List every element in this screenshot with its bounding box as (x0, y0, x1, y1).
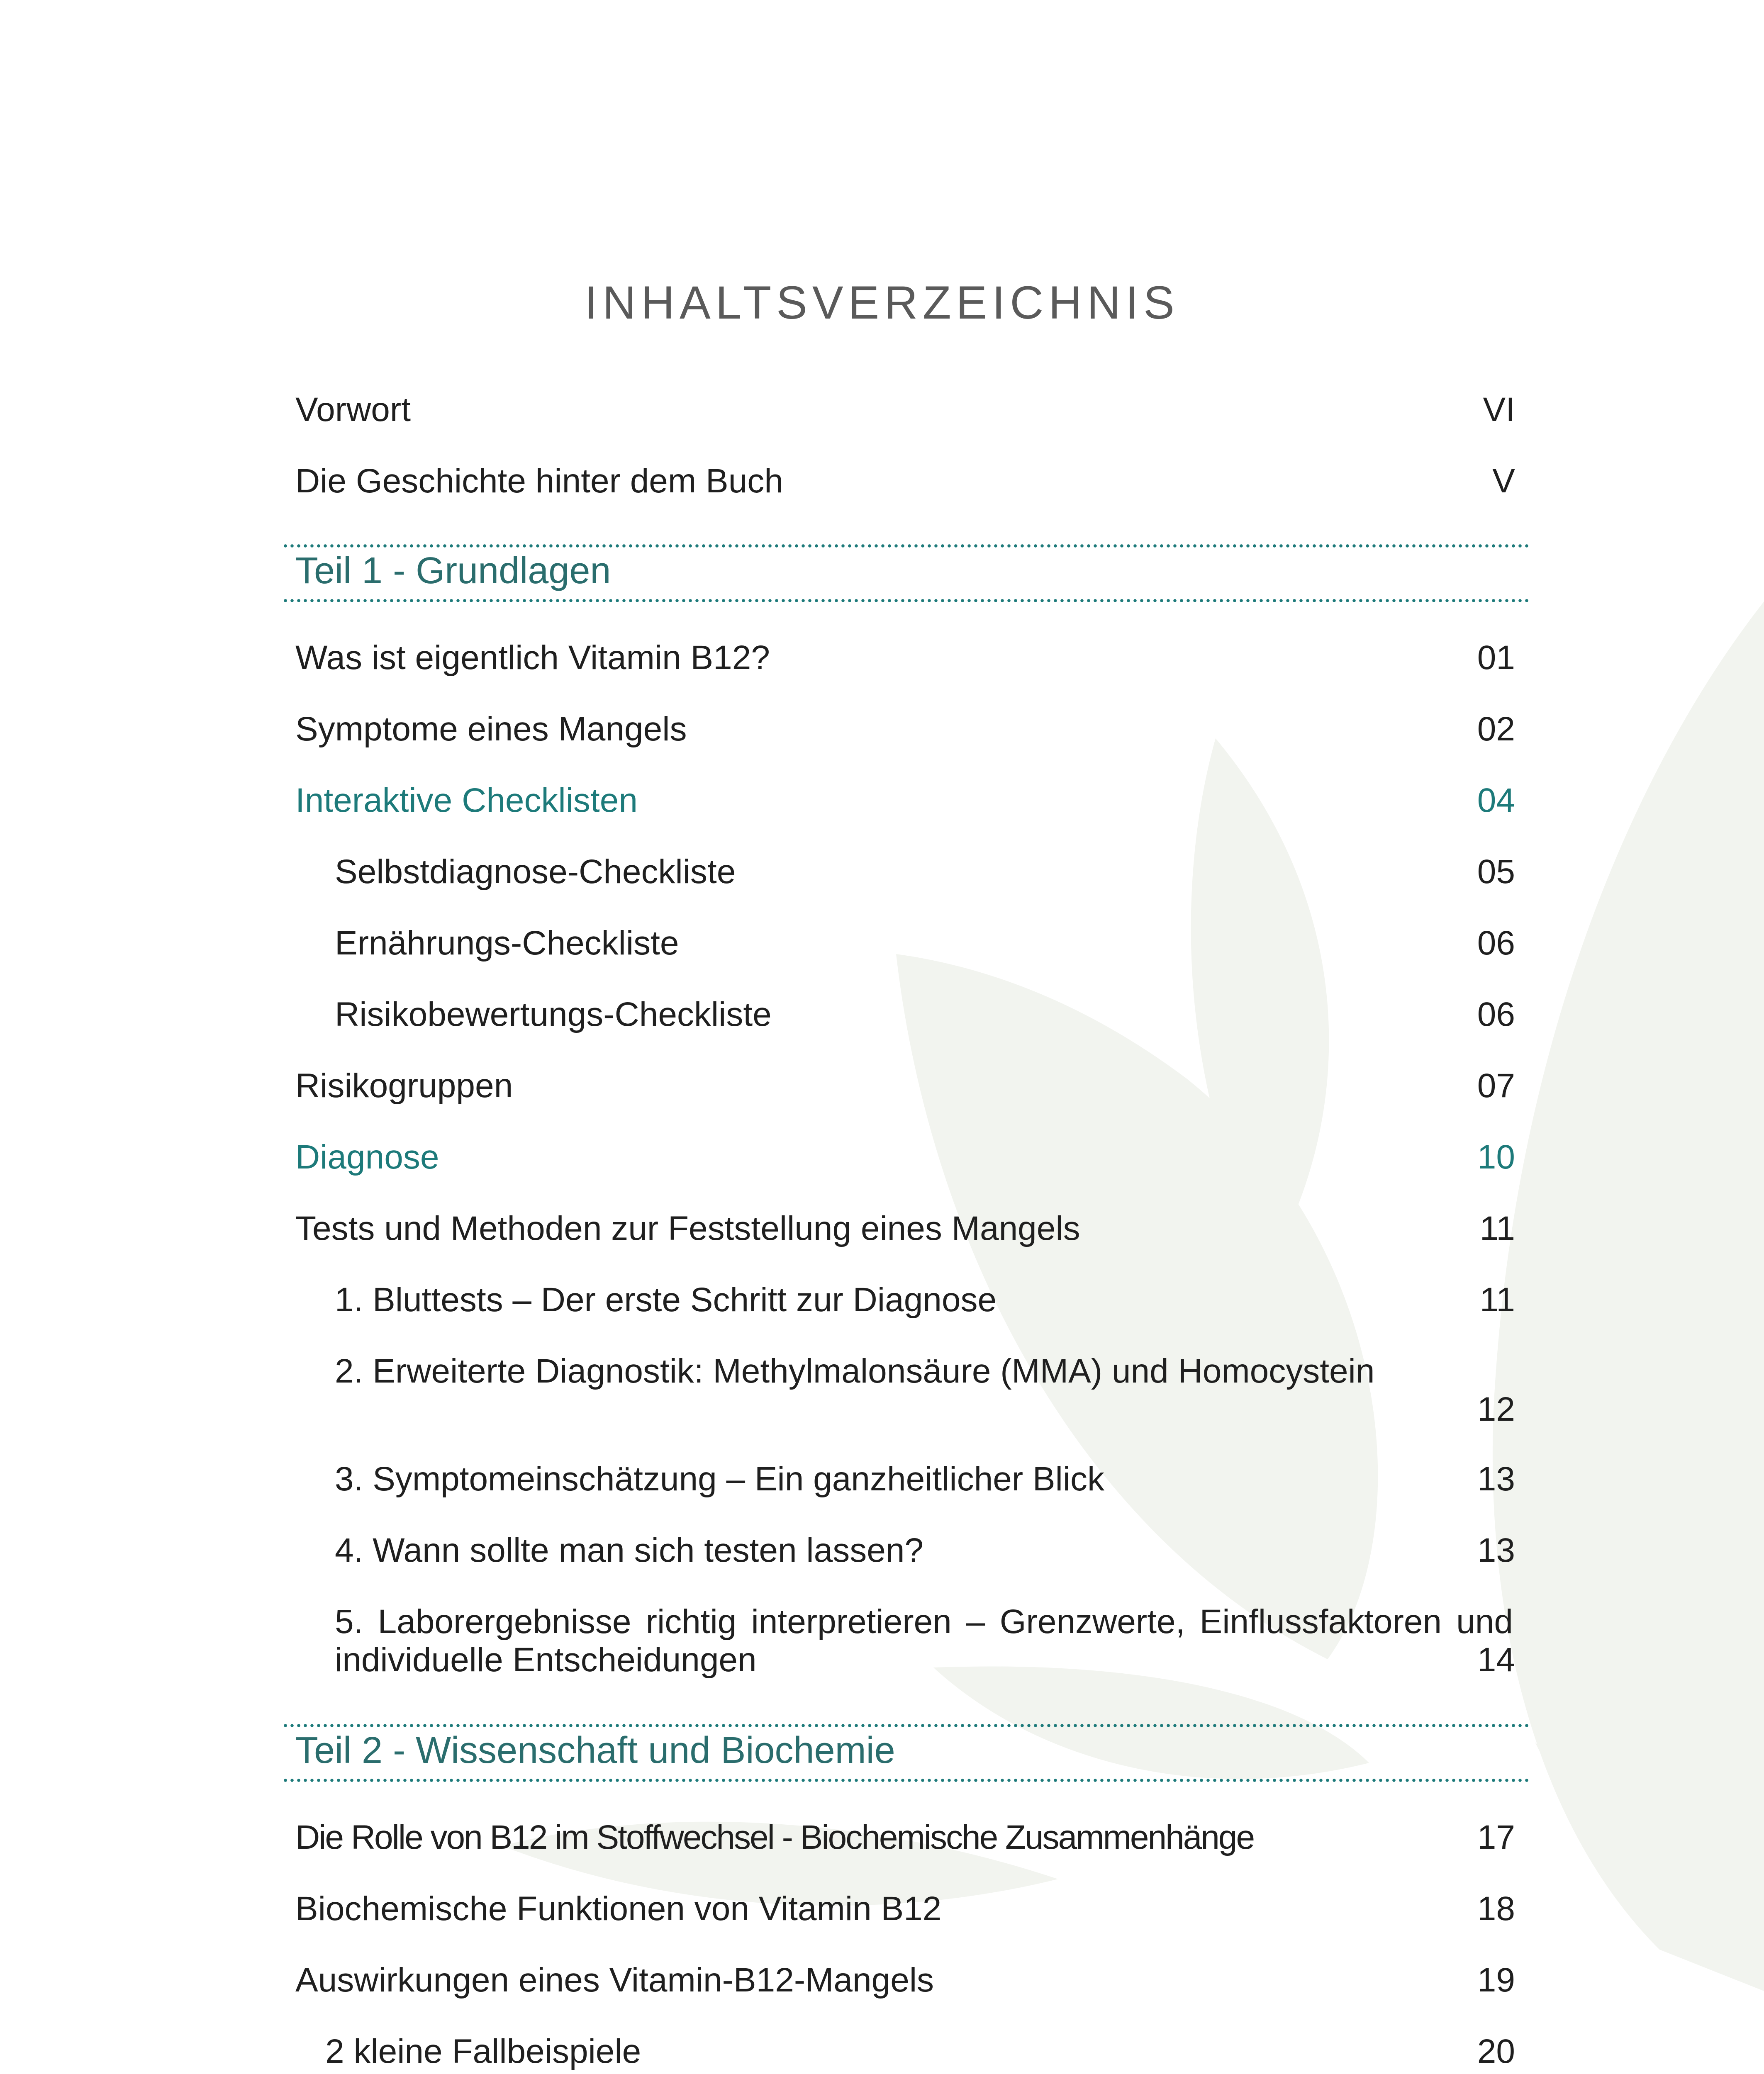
toc-entry-label: Was ist eigentlich Vitamin B12? (295, 639, 770, 677)
toc-entry-page: 06 (1477, 924, 1515, 962)
dotted-divider (282, 1779, 1531, 1782)
toc-entry-label: Symptome eines Mangels (295, 710, 687, 748)
toc-entry-label: 2 kleine Fallbeispiele (325, 2033, 641, 2070)
toc-entry-page: 11 (1479, 1210, 1515, 1247)
toc-entry-label: 4. Wann sollte man sich testen lassen? (335, 1531, 924, 1569)
toc-entry-label: 2. Erweiterte Diagnostik: Methylmalonsäure (MMA) und Homocystein (335, 1352, 1375, 1390)
toc-entry-page: VI (1483, 391, 1515, 428)
toc-entry-page: 14 (1477, 1641, 1515, 1679)
toc-entry-page: 10 (1477, 1138, 1515, 1176)
dotted-divider (282, 599, 1531, 602)
toc-entry-label: 5. Laborergebnisse richtig interpretieren – Grenzwerte, Einflussfaktoren und individuelle Entscheidungen (335, 1603, 1513, 1679)
toc-entry-page: 12 (1477, 1390, 1515, 1428)
toc-entry-page: 06 (1477, 996, 1515, 1033)
toc-entry-label: Tests und Methoden zur Feststellung eines Mangels (295, 1210, 1080, 1247)
toc-entry-label: Biochemische Funktionen von Vitamin B12 (295, 1890, 942, 1928)
toc-entry-label: Diagnose (295, 1138, 439, 1176)
toc-entry-page: 18 (1477, 1890, 1515, 1928)
toc-entry-page: 13 (1477, 1531, 1515, 1569)
toc-entry-label: Die Geschichte hinter dem Buch (295, 462, 783, 500)
section-title: Teil 2 - Wissenschaft und Biochemie (295, 1730, 895, 1771)
toc-entry-label: Die Rolle von B12 im Stoffwechsel - Biochemische Zusammenhänge (295, 1818, 1254, 1856)
section-header-part-2[interactable] (282, 1724, 1531, 1782)
toc-entry-page: 19 (1477, 1961, 1515, 1999)
toc-entry-label: Vorwort (295, 391, 411, 428)
toc-entry-label: Selbstdiagnose-Checkliste (335, 853, 736, 891)
toc-subentry[interactable] (295, 1352, 1515, 1429)
section-header-part-1[interactable] (282, 544, 1531, 602)
toc-entry-page: 17 (1477, 1818, 1515, 1856)
toc-entry-label: Risikogruppen (295, 1067, 513, 1105)
toc-entry-page: 04 (1477, 781, 1515, 819)
toc-entry-label: 3. Symptomeinschätzung – Ein ganzheitlicher Blick (335, 1460, 1105, 1498)
toc-entry-label: Interaktive Checklisten (295, 781, 638, 819)
dotted-divider (282, 1724, 1531, 1727)
toc-entry-label: Auswirkungen eines Vitamin-B12-Mangels (295, 1961, 934, 1999)
toc-entry-page: V (1492, 462, 1515, 500)
toc-subentry[interactable] (295, 1603, 1515, 1679)
dotted-divider (282, 544, 1531, 548)
toc-entry-page: 01 (1477, 639, 1515, 677)
toc-entry-page: 11 (1479, 1281, 1515, 1319)
page-title: INHALTSVERZEICHNIS (585, 277, 1179, 329)
toc-entry-page: 05 (1477, 853, 1515, 891)
toc-entry-page: 13 (1477, 1460, 1515, 1498)
toc-entry-label: 1. Bluttests – Der erste Schritt zur Diagnose (335, 1281, 997, 1319)
section-title: Teil 1 - Grundlagen (295, 550, 611, 592)
toc-entry-page: 07 (1477, 1067, 1515, 1105)
toc-entry-page: 20 (1477, 2033, 1515, 2070)
toc-entry-page: 02 (1477, 710, 1515, 748)
toc-entry-label: Ernährungs-Checkliste (335, 924, 679, 962)
toc-entry-label: Risikobewertungs-Checkliste (335, 996, 772, 1033)
